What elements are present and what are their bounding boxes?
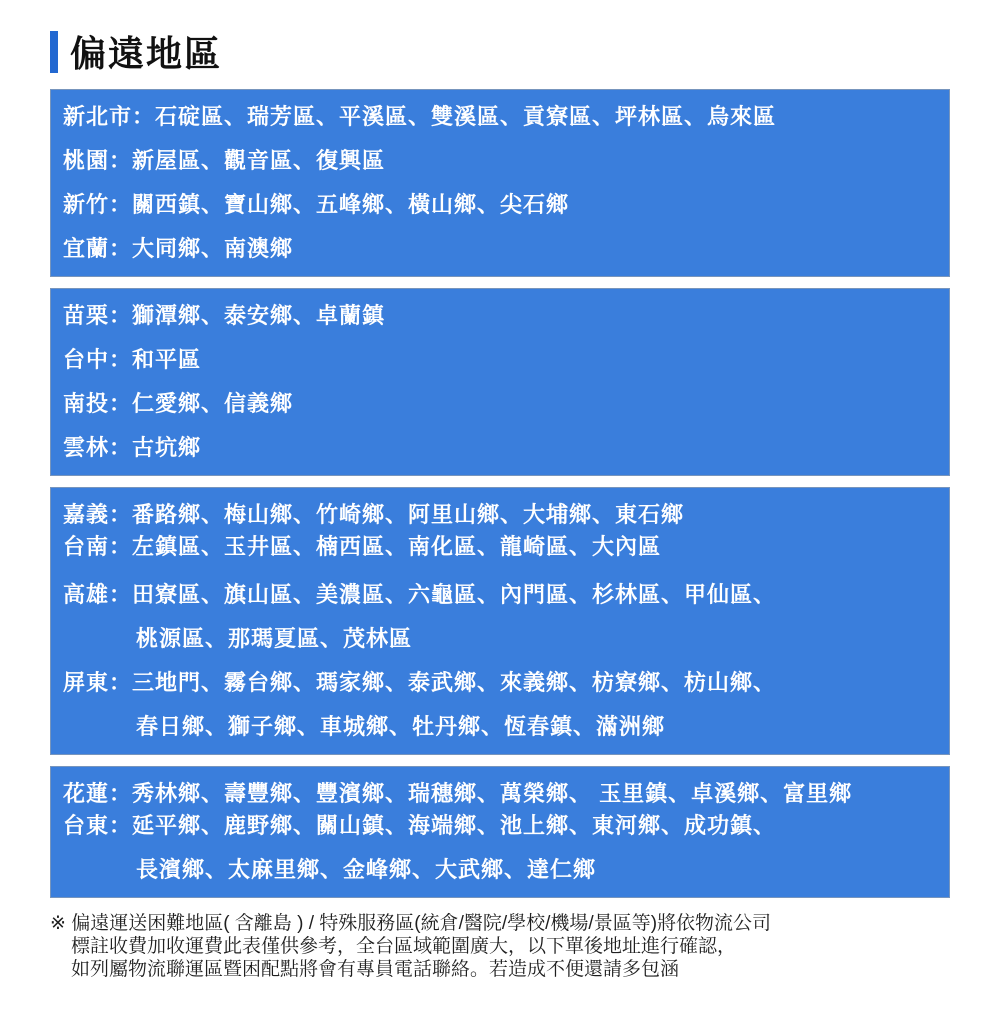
region-line-taitung: 台東：延平鄉、鹿野鄉、關山鎮、海端鄉、池上鄉、東河鄉、成功鎮、	[63, 813, 777, 838]
footer-line-1: ※ 偏遠運送困難地區( 含離島 ) / 特殊服務區(統倉/醫院/學校/機場/景區等)將依物流公司	[50, 913, 772, 934]
footer-line-2: 標註收費加收運費此表僅供參考，全台區域範圍廣大，以下單後地址進行確認，	[71, 936, 737, 957]
region-line-tainan: 台南：左鎮區、玉井區、楠西區、南化區、龍崎區、大內區	[63, 534, 662, 559]
region-line-taichung: 台中：和平區	[63, 347, 202, 372]
region-line-pingtung-cont: 春日鄉、獅子鄉、車城鄉、牡丹鄉、恆春鎮、滿洲鄉	[136, 714, 666, 739]
region-line-taitung-cont: 長濱鄉、太麻里鄉、金峰鄉、大武鄉、達仁鄉	[136, 857, 597, 882]
region-line-hsinchu: 新竹：關西鎮、寶山鄉、五峰鄉、橫山鄉、尖石鄉	[63, 192, 570, 217]
region-line-chiayi: 嘉義：番路鄉、梅山鄉、竹崎鄉、阿里山鄉、大埔鄉、東石鄉	[63, 502, 685, 527]
region-line-taoyuan: 桃園：新屋區、觀音區、復興區	[63, 148, 386, 173]
region-line-pingtung: 屏東：三地門、霧台鄉、瑪家鄉、泰武鄉、來義鄉、枋寮鄉、枋山鄉、	[63, 670, 777, 695]
region-line-new-taipei: 新北市：石碇區、瑞芳區、平溪區、雙溪區、貢寮區、坪林區、烏來區	[63, 104, 777, 129]
region-box-central	[50, 288, 950, 476]
region-line-kaohsiung: 高雄：田寮區、旗山區、美濃區、六龜區、內門區、杉林區、甲仙區、	[63, 582, 777, 607]
region-line-yunlin: 雲林：古坑鄉	[63, 435, 202, 460]
page-title: 偏遠地區	[70, 33, 223, 74]
footer-note	[50, 912, 950, 1011]
remote-areas-page	[50, 0, 950, 1011]
region-line-nantou: 南投：仁愛鄉、信義鄉	[63, 391, 294, 416]
region-line-miaoli: 苗栗：獅潭鄉、泰安鄉、卓蘭鎮	[63, 303, 386, 328]
region-box-north	[50, 89, 950, 277]
title-accent-bar	[50, 31, 58, 73]
region-box-south	[50, 487, 950, 755]
region-line-hualien: 花蓮：秀林鄉、壽豐鄉、豐濱鄉、瑞穗鄉、萬榮鄉、 玉里鎮、卓溪鄉、富里鄉	[63, 781, 853, 806]
page-header	[50, 26, 950, 77]
footer-line-3: 如列屬物流聯運區暨困配點將會有專員電話聯絡。若造成不便還請多包涵	[71, 959, 680, 980]
region-box-east	[50, 766, 950, 898]
region-line-yilan: 宜蘭：大同鄉、南澳鄉	[63, 236, 294, 261]
region-line-kaohsiung-cont: 桃源區、那瑪夏區、茂林區	[136, 626, 413, 651]
